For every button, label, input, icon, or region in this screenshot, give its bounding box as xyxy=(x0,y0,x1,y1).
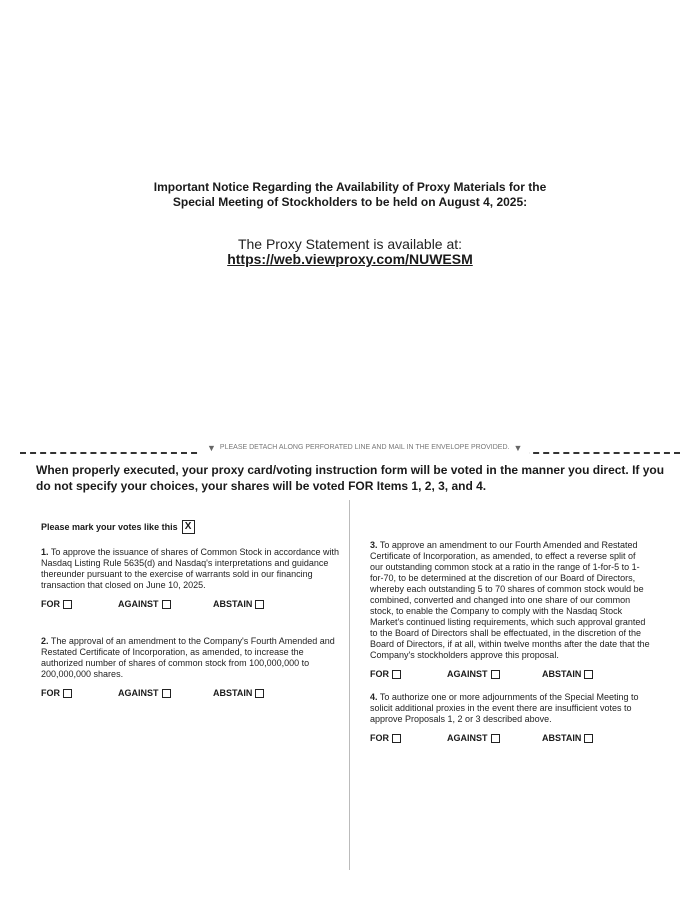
vote-against-checkbox[interactable] xyxy=(491,670,500,679)
proposal-text: To approve the issuance of shares of Common Stock in accordance with Nasdaq Listing Rule 5635(d) and Nasdaq's interpretations and guidance thereunder pursuant to the exercise of warrants sold in our financing transaction that closed on June 10, 2025. xyxy=(41,547,340,590)
vote-abstain-label: ABSTAIN xyxy=(542,733,582,743)
vote-for[interactable] xyxy=(41,688,118,699)
vote-for[interactable] xyxy=(41,599,118,610)
vote-abstain[interactable] xyxy=(213,599,264,610)
proposal-3 xyxy=(370,540,650,661)
right-column xyxy=(370,540,650,744)
vote-against[interactable] xyxy=(447,669,542,680)
detach-text: PLEASE DETACH ALONG PERFORATED LINE AND MAIL IN THE ENVELOPE PROVIDED. xyxy=(219,444,510,451)
vote-against-label: AGAINST xyxy=(447,733,488,743)
vote-for-label: FOR xyxy=(41,688,60,698)
vote-for-label: FOR xyxy=(370,669,389,679)
notice-line-1: Important Notice Regarding the Availability of Proxy Materials for the xyxy=(153,180,547,194)
mark-votes-example xyxy=(41,520,341,534)
proposal-text: The approval of an amendment to the Company's Fourth Amended and Restated Certificate of Incorporation, as amended, to increase the authorized number of shares of common stock from 100,000,000 to 200,000,000 shares. xyxy=(41,636,335,679)
proposal-1-votes xyxy=(41,599,341,610)
vote-abstain-checkbox[interactable] xyxy=(584,734,593,743)
vote-against[interactable] xyxy=(118,688,213,699)
detach-instruction xyxy=(200,441,529,455)
vote-for-label: FOR xyxy=(370,733,389,743)
proposal-text: To approve an amendment to our Fourth Amended and Restated Certificate of Incorporation, as amended, to effect a reverse split of our outstanding common stock at a ratio in the range of 1-for-5 to 1-for-70, to be determined at the discretion of our Board of Directors, whereby each outstanding 5 to 70 shares of common stock would be combined, converted and changed into one share of our common stock, to enable the Company to comply with the Nasdaq Stock Market's continued listing requirements, which such approval granted to the Board of Directors shall be effectuated, in the discretion of the Board of Directors, if at all, within twelve months after the date that the Company's stockholders approve this proposal. xyxy=(370,540,650,660)
vote-abstain-checkbox[interactable] xyxy=(255,600,264,609)
left-column xyxy=(41,520,341,699)
proxy-url-link[interactable]: https://web.viewproxy.com/NUWESM xyxy=(227,251,473,267)
proposal-1 xyxy=(41,547,341,591)
vote-against[interactable] xyxy=(447,733,542,744)
vote-against-label: AGAINST xyxy=(118,688,159,698)
example-x-box: X xyxy=(182,520,195,534)
vote-abstain[interactable] xyxy=(542,733,593,744)
intro-instructions: When properly executed, your proxy card/voting instruction form will be voted in the manner you direct. If you do not specify your choices, your shares will be voted FOR Items 1, 2, 3, and 4. xyxy=(36,463,665,493)
vote-against-label: AGAINST xyxy=(118,599,159,609)
important-notice xyxy=(0,180,700,210)
vote-abstain-label: ABSTAIN xyxy=(213,688,253,698)
vote-abstain-label: ABSTAIN xyxy=(213,599,253,609)
vote-abstain-checkbox[interactable] xyxy=(584,670,593,679)
notice-line-2: Special Meeting of Stockholders to be held on August 4, 2025: xyxy=(172,195,528,209)
down-triangle-icon: ▼ xyxy=(207,443,216,453)
vote-against-checkbox[interactable] xyxy=(491,734,500,743)
vote-for-checkbox[interactable] xyxy=(392,734,401,743)
vote-against-checkbox[interactable] xyxy=(162,689,171,698)
vote-abstain[interactable] xyxy=(213,688,264,699)
down-triangle-icon: ▼ xyxy=(513,443,523,453)
proposal-3-votes xyxy=(370,669,650,680)
proposal-2-votes xyxy=(41,688,341,699)
vote-for-checkbox[interactable] xyxy=(63,689,72,698)
proposal-number: 2. xyxy=(41,636,49,646)
vote-against-checkbox[interactable] xyxy=(162,600,171,609)
vote-for-checkbox[interactable] xyxy=(63,600,72,609)
mark-votes-label: Please mark your votes like this xyxy=(41,521,178,532)
vote-for-label: FOR xyxy=(41,599,60,609)
vote-for-checkbox[interactable] xyxy=(392,670,401,679)
proposal-number: 4. xyxy=(370,692,378,702)
proposal-2 xyxy=(41,636,341,680)
vote-for[interactable] xyxy=(370,733,447,744)
availability-text: The Proxy Statement is available at: xyxy=(237,236,463,252)
vote-abstain-checkbox[interactable] xyxy=(255,689,264,698)
proposal-number: 3. xyxy=(370,540,378,550)
proposal-number: 1. xyxy=(41,547,49,557)
proposal-text: To authorize one or more adjournments of the Special Meeting to solicit additional proxies in the event there are insufficient votes to approve Proposals 1, 2 or 3 described above. xyxy=(370,692,639,724)
proposal-4-votes xyxy=(370,733,650,744)
vote-abstain[interactable] xyxy=(542,669,593,680)
proposal-4 xyxy=(370,692,650,725)
vote-against-label: AGAINST xyxy=(447,669,488,679)
vote-for[interactable] xyxy=(370,669,447,680)
vote-against[interactable] xyxy=(118,599,213,610)
vote-abstain-label: ABSTAIN xyxy=(542,669,582,679)
column-divider xyxy=(349,500,350,870)
